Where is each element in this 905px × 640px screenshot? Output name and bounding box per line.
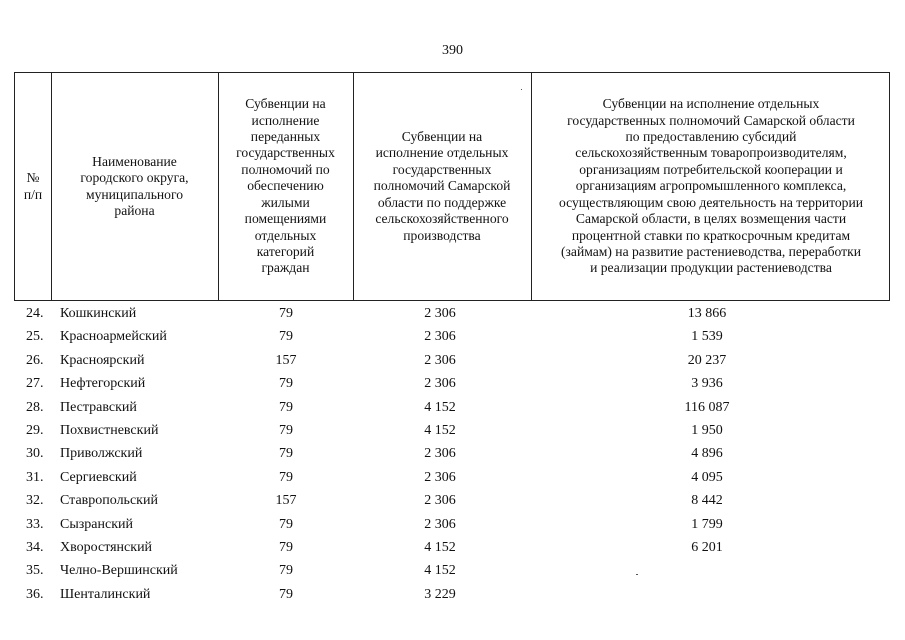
row-number: 34. [26,540,44,555]
row-col-a-value: 79 [279,329,293,345]
scan-speck [636,574,638,575]
row-district-name: Похвистневский [60,423,159,438]
row-col-c-value: 20 237 [687,352,727,368]
row-district-name: Сызранский [60,516,133,532]
header-col-c [531,73,891,300]
row-number: 36. [26,586,44,602]
row-col-a-value: 79 [279,469,293,485]
row-district-name: Челно-Вершинский [60,563,178,579]
row-number: 32. [26,493,44,509]
row-col-b-value: 4 152 [424,399,456,415]
scan-speck [521,89,522,90]
row-number: 28. [26,399,44,415]
table-row [0,583,905,606]
row-col-b-value: 2 306 [424,493,456,509]
table-row [0,325,905,348]
row-col-b-value: 2 306 [424,376,456,392]
row-number: 24. [26,306,44,321]
header-col-b-text: Субвенции на исполнение отдельных государственных полномочий Самарской области по поддержке сельскохозяйственного производства [373,129,511,243]
row-col-c-value: 4 095 [691,469,723,485]
table-row [0,372,905,395]
row-number: 29. [26,423,44,438]
row-number: 30. [26,446,44,462]
row-district-name: Ставропольский [60,493,158,509]
row-col-c-value: 1 950 [691,423,723,438]
header-name [51,73,218,300]
table-row [0,466,905,489]
row-col-c-value: 6 201 [691,540,723,555]
table-row [0,536,905,559]
row-col-b-value: 2 306 [424,446,456,462]
row-col-c-value: 116 087 [684,399,730,415]
row-district-name: Шенталинский [60,586,151,602]
row-number: 35. [26,563,44,579]
row-district-name: Сергиевский [60,469,137,485]
row-col-a-value: 79 [279,446,293,462]
table-row [0,442,905,465]
row-col-a-value: 79 [279,563,293,579]
table-row [0,349,905,372]
row-col-c-value: 13 866 [687,306,727,321]
page-number: 390 [442,43,463,58]
header-col-a-text: Субвенции на исполнение переданных государственных полномочий по обеспечению жилыми помещениями отдельных категорий граждан [236,96,335,276]
row-district-name: Приволжский [60,446,143,462]
table-row [0,302,905,325]
row-district-name: Красноярский [60,352,145,368]
row-col-c-value: 4 896 [691,446,723,462]
row-district-name: Кошкинский [60,306,137,321]
table-row [0,513,905,536]
table-row [0,396,905,419]
row-col-a-value: 79 [279,399,293,415]
row-number: 33. [26,516,44,532]
row-district-name: Нефтегорский [60,376,146,392]
row-col-b-value: 4 152 [424,423,456,438]
row-col-b-value: 2 306 [424,352,456,368]
table-row [0,419,905,442]
row-number: 27. [26,376,44,392]
table-header [14,72,890,301]
table-row [0,559,905,582]
row-col-b-value: 2 306 [424,469,456,485]
header-col-a [218,73,353,300]
header-number [15,73,51,300]
row-col-b-value: 4 152 [424,563,456,579]
row-col-a-value: 79 [279,306,293,321]
row-district-name: Пестравский [60,399,137,415]
row-number: 31. [26,469,44,485]
table-row [0,489,905,512]
row-col-b-value: 3 229 [424,586,456,602]
row-col-c-value: 1 799 [691,516,723,532]
row-number: 25. [26,329,44,345]
row-col-b-value: 2 306 [424,516,456,532]
row-col-b-value: 4 152 [424,540,456,555]
header-col-c-text: Субвенции на исполнение отдельных государственных полномочий Самарской области по предоставлению субсидий сельскохозяйственным товаропроизводителям, организациям потребительской кооперации и организациям агропромышленного комплекса, осуществляющим свою деятельность на территории Самарской области, в целях возмещения части процентной ставки по краткосрочным кредитам (займам) на развитие растениеводства, переработки и реализации продукции растениеводства [558,96,864,276]
row-col-a-value: 79 [279,516,293,532]
row-col-a-value: 79 [279,540,293,555]
row-district-name: Хворостянский [60,540,153,555]
header-name-text: Наименование городского округа, муниципального района [80,153,189,218]
row-col-c-value: 3 936 [691,376,723,392]
row-col-a-value: 79 [279,376,293,392]
row-col-a-value: 79 [279,586,293,602]
header-number-text: № п/п [23,170,43,202]
row-col-b-value: 2 306 [424,329,456,345]
row-col-c-value: 1 539 [691,329,723,345]
row-number: 26. [26,352,44,368]
row-col-a-value: 79 [279,423,293,438]
row-col-a-value: 157 [275,352,297,368]
row-col-a-value: 157 [275,493,297,509]
row-col-c-value: 8 442 [691,493,723,509]
row-district-name: Красноармейский [60,329,167,345]
row-col-b-value: 2 306 [424,306,456,321]
header-col-b [353,73,531,300]
